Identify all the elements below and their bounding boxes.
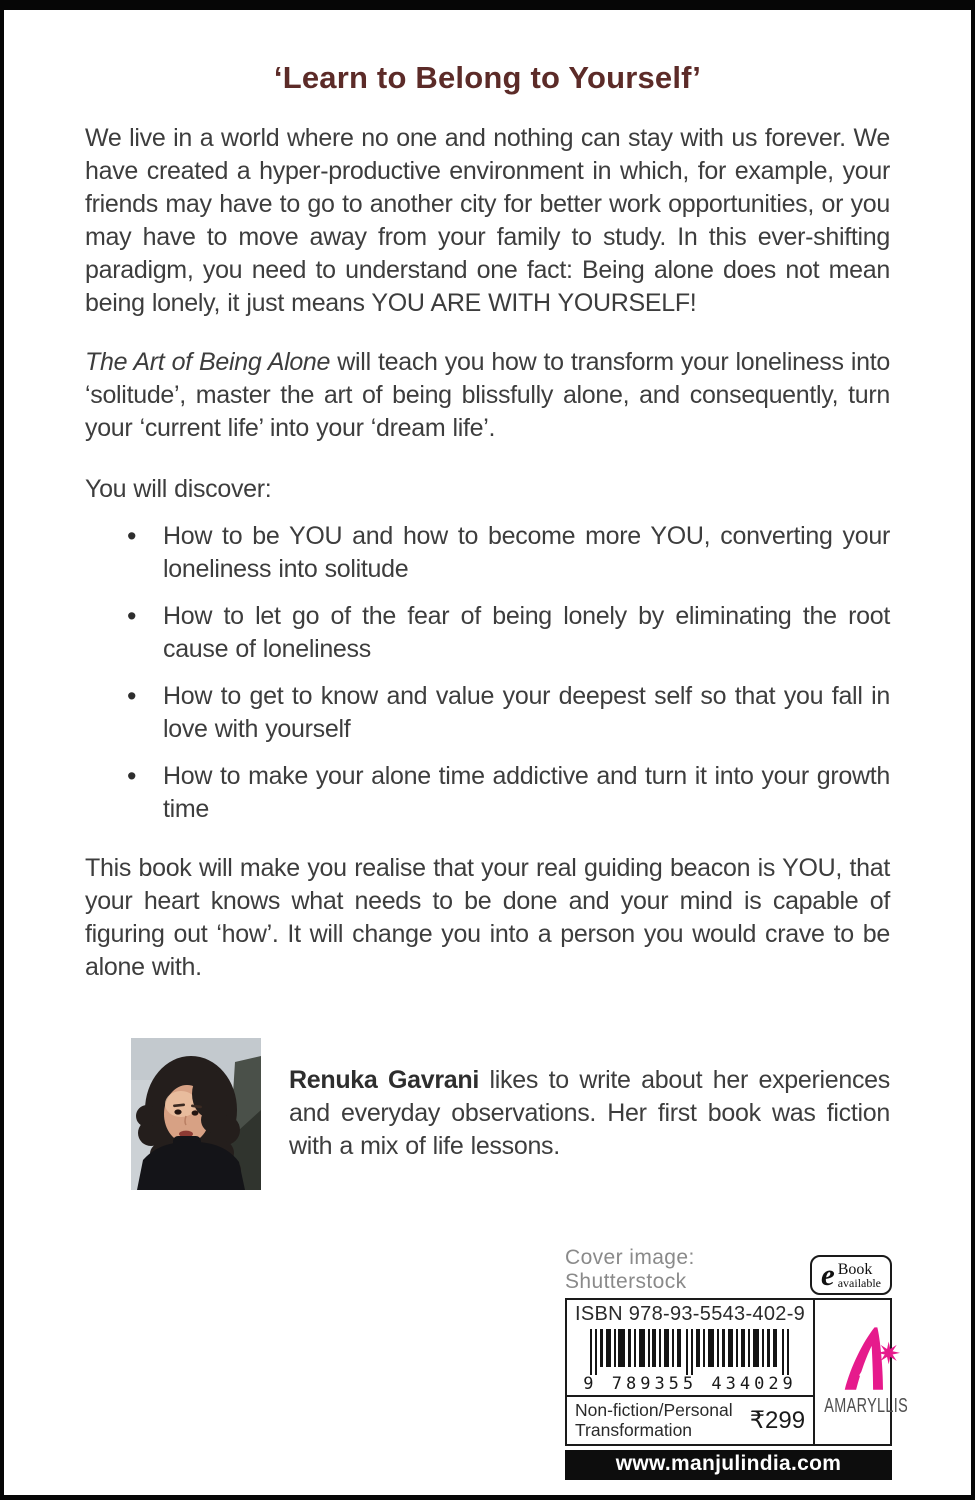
list-item [85,680,890,746]
author-bio [289,1064,890,1190]
category-price-cell [567,1395,813,1444]
back-cover-content [4,60,971,1190]
author-section [131,1038,890,1190]
isbn-barcode-box [565,1298,908,1446]
website-bar: www.manjulindia.com [565,1450,892,1480]
amaryllis-logo [813,1300,917,1444]
list-item-text: How to let go of the fear of being lonely by eliminating the root cause of loneliness [163,602,890,663]
publisher-block [565,1246,908,1480]
list-item [85,600,890,666]
category-label [575,1400,733,1440]
category-line2: Transformation [575,1420,693,1440]
intro-paragraph: We live in a world where no one and nothing can stay with us forever. We have created a hyper-productive environment in which, for example, your friends may have to go to another city for better work opportunities, or you may have to move away from your family to study. In this ever-shifting paradigm, you need to understand one fact: Being alone does not mean being lonely, it just means YOU ARE WITH YOURSELF! [85,124,890,317]
ebook-badge-text [838,1262,881,1289]
barcode-cell [567,1300,813,1395]
list-item [85,520,890,586]
list-item [85,760,890,826]
barcode-digits: 9 789355 434029 [583,1374,797,1394]
author-photo [131,1038,261,1190]
book-summary-text: will teach you how to transform your loneliness into ‘solitude’, master the art of being blissfully alone, and consequently, turn your ‘current life’ into your ‘dream life’. [85,348,890,442]
author-portrait-illustration [131,1038,261,1190]
cover-image-credit: Cover image: Shutterstock [565,1246,695,1293]
author-bio-text: likes to write about her experiences and everyday observations. Her first book was fiction with a mix of life lessons. [289,1066,890,1160]
isbn-label: ISBN 978-93-5543-402-9 [575,1303,806,1325]
list-item-text: How to be YOU and how to become more YOU, converting your loneliness into solitude [163,522,890,583]
ebook-line1: Book [837,1260,873,1278]
list-item-text: How to get to know and value your deepest self so that you fall in love with yourself [163,682,890,743]
ean-barcode [588,1329,792,1375]
ebook-e-icon: e [820,1257,835,1292]
author-name: Renuka Gavrani [289,1066,480,1094]
price-badge: ₹299 [749,1406,806,1434]
publisher-top-row [565,1246,892,1295]
book-title-italic: The Art of Being Alone [85,348,331,376]
closing-paragraph: This book will make you realise that your real guiding beacon is YOU, that your heart knows what needs to be done and your mind is capable of figuring out ‘how’. It will change you into a person you would crave to be alone with. [85,854,890,981]
list-item-text: How to make your alone time addictive and turn it into your growth time [163,762,890,823]
amaryllis-a-icon [830,1326,902,1394]
brand-name: AMARYLLIS [824,1395,908,1417]
category-line1: Non-fiction/Personal [575,1400,733,1420]
discover-list [85,520,890,826]
discover-heading: You will discover: [85,475,272,503]
ebook-available-badge [810,1255,892,1295]
book-summary-paragraph [85,346,890,445]
page-title: ‘Learn to Belong to Yourself’ [273,60,702,95]
ebook-line2: available [837,1275,882,1290]
